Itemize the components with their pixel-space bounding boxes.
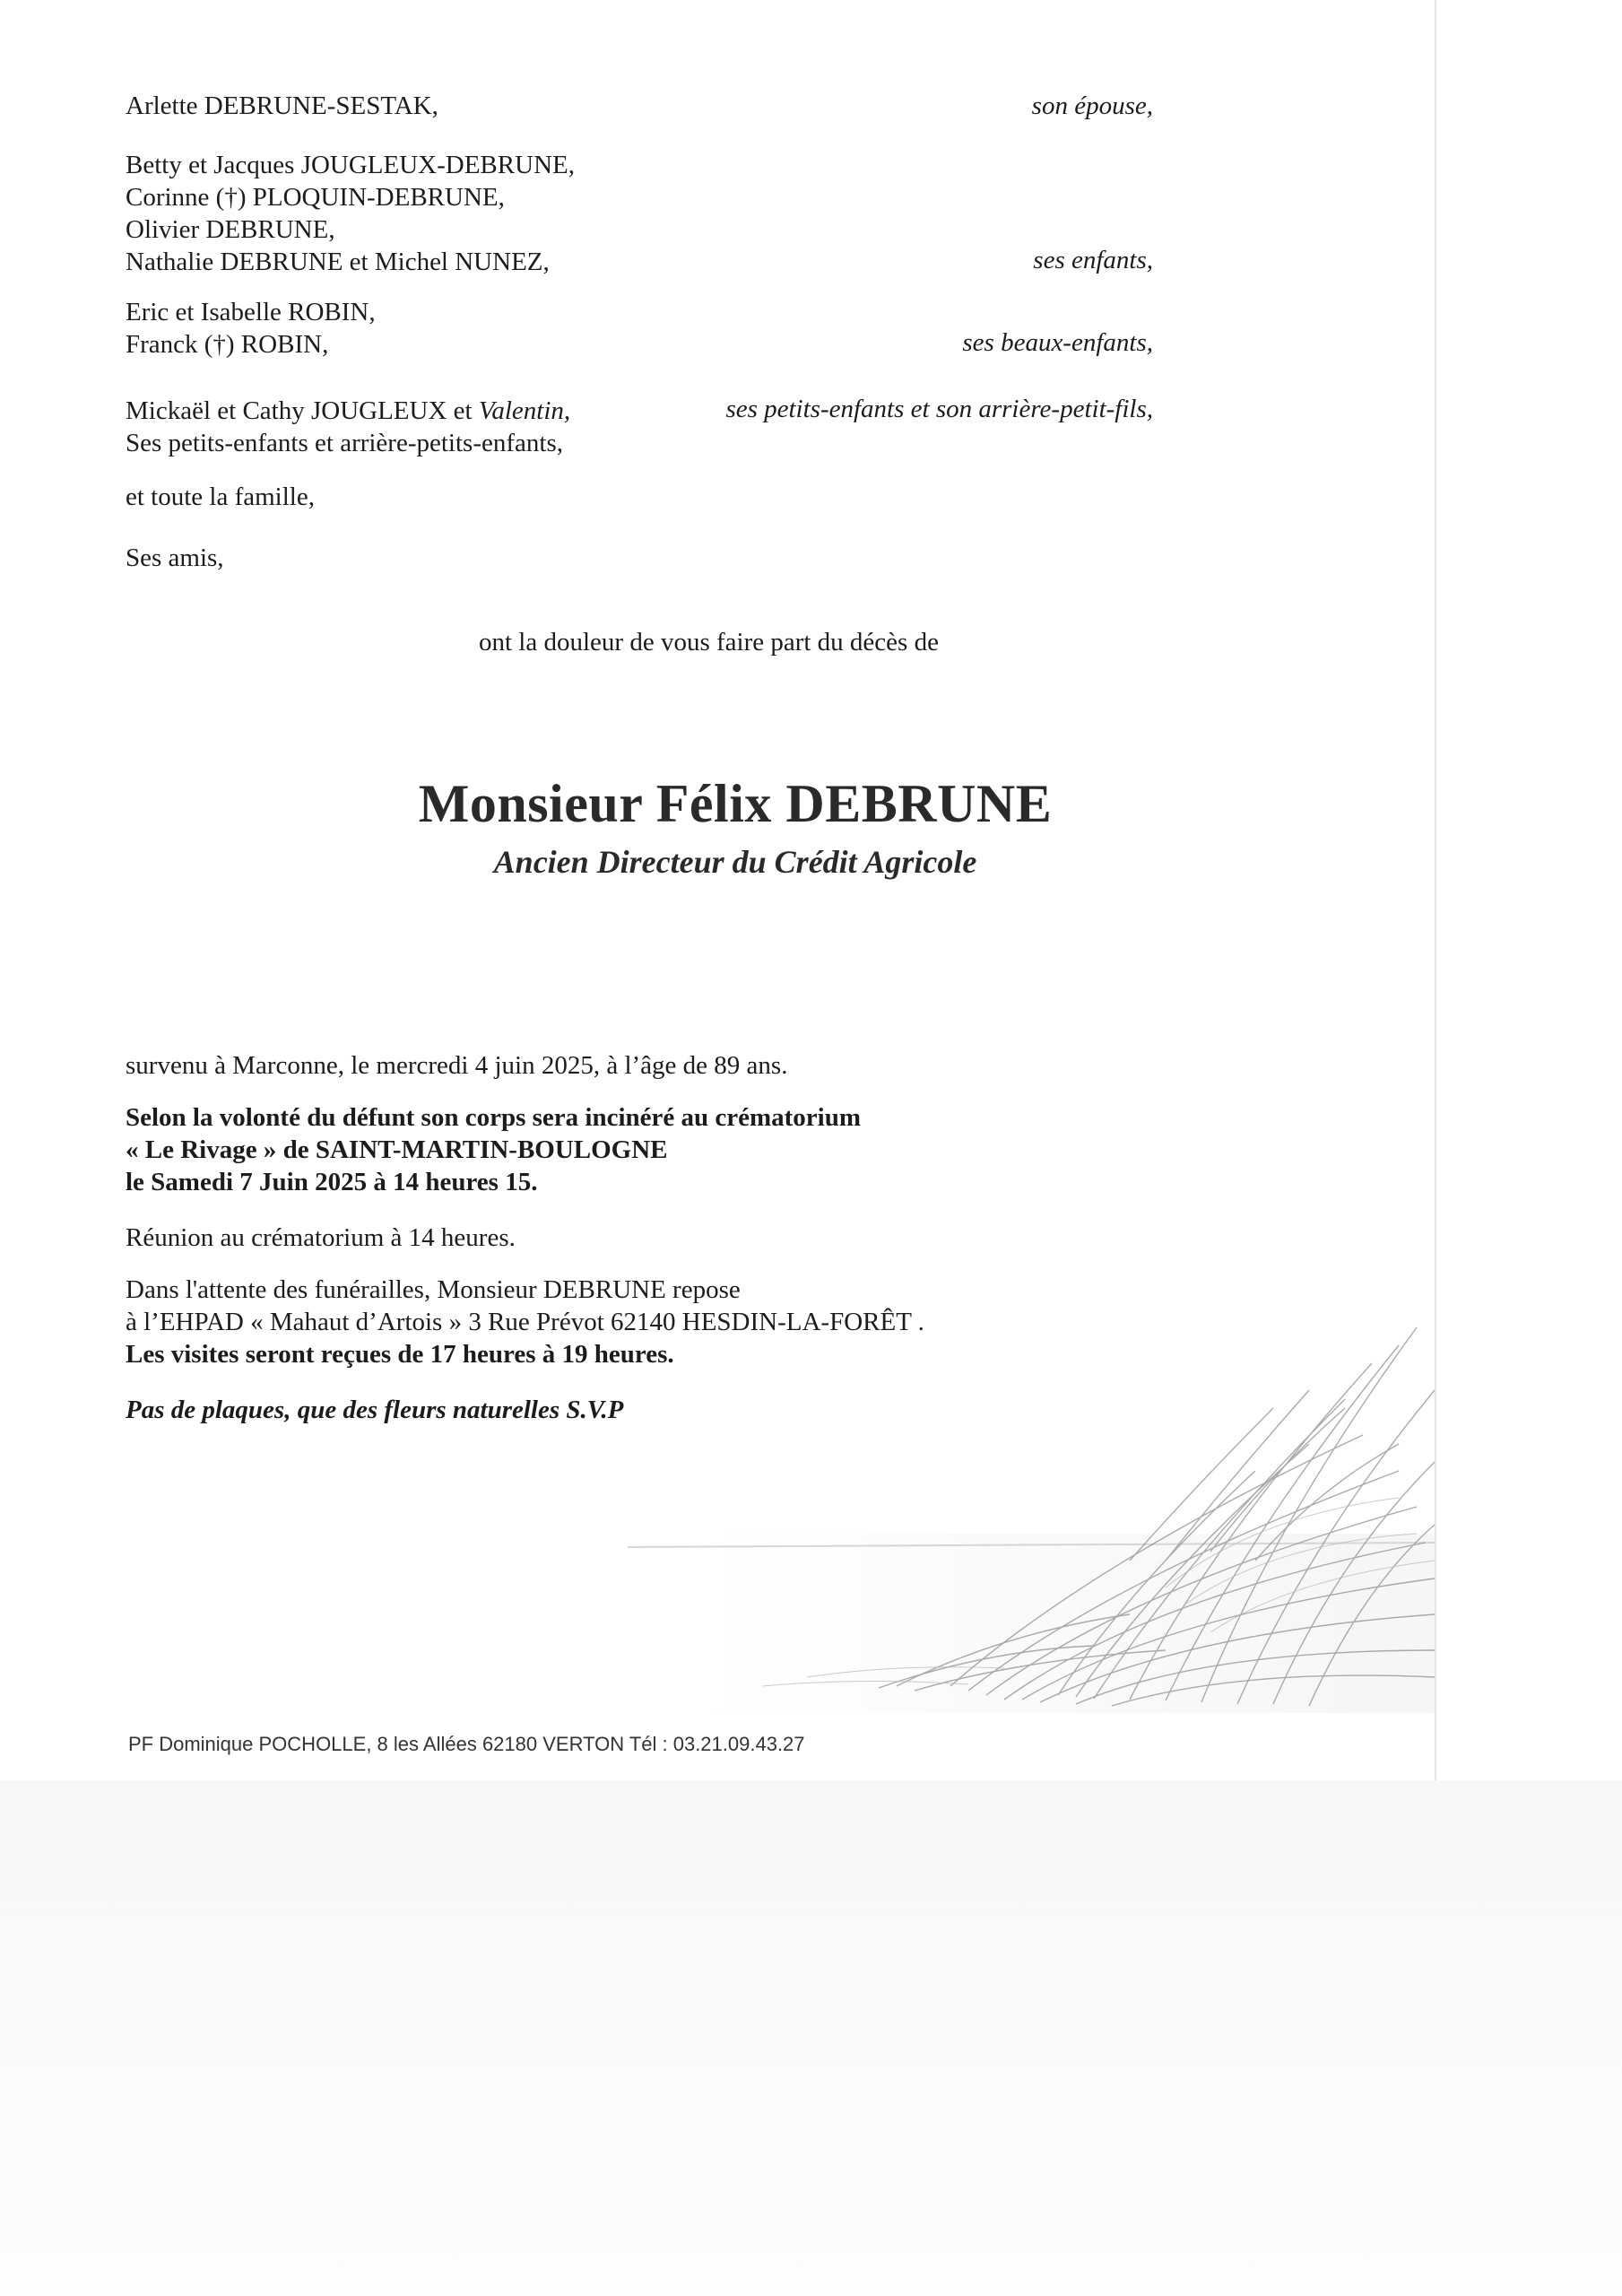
grandchildren-line-2: Ses petits-enfants et arrière-petits-enfants, bbox=[126, 429, 563, 457]
family-all: et toute la famille, bbox=[126, 483, 315, 511]
meeting-details: Réunion au crématorium à 14 heures. bbox=[126, 1223, 516, 1252]
repose-line-2: à l’EHPAD « Mahaut d’Artois » 3 Rue Prévot 62140 HESDIN-LA-FORÊT . bbox=[126, 1308, 924, 1336]
cremation-line-1: Selon la volonté du défunt son corps sera incinéré au crématorium bbox=[126, 1103, 862, 1132]
grandchildren-role: ses petits-enfants et son arrière-petit-fils, bbox=[725, 395, 1153, 423]
visits-details: Les visites seront reçues de 17 heures à 19 heures. bbox=[126, 1340, 674, 1369]
child-line-4: Nathalie DEBRUNE et Michel NUNEZ, bbox=[126, 248, 550, 276]
flowers-note: Pas de plaques, que des fleurs naturelles S.V.P bbox=[126, 1396, 624, 1424]
grandchildren-names: Mickaël et Cathy JOUGLEUX et bbox=[126, 396, 473, 425]
cremation-line-2: « Le Rivage » de SAINT-MARTIN-BOULOGNE bbox=[126, 1135, 668, 1164]
spouse-role: son épouse, bbox=[1031, 91, 1153, 120]
child-line-2: Corinne (†) PLOQUIN-DEBRUNE, bbox=[126, 183, 505, 212]
announcement-intro: ont la douleur de vous faire part du décès de bbox=[479, 628, 939, 657]
scan-edge bbox=[1435, 0, 1436, 1780]
great-grandchild-name: Valentin, bbox=[478, 396, 571, 425]
funeral-home-footer: PF Dominique POCHOLLE, 8 les Allées 62180 VERTON Tél : 03.21.09.43.27 bbox=[128, 1733, 805, 1755]
stepchildren-role: ses beaux-enfants, bbox=[962, 328, 1153, 357]
stepchild-line-1: Eric et Isabelle ROBIN, bbox=[126, 298, 376, 326]
repose-line-1: Dans l'attente des funérailles, Monsieur DEBRUNE repose bbox=[126, 1275, 741, 1304]
friends-line: Ses amis, bbox=[126, 544, 224, 572]
cremation-line-3: le Samedi 7 Juin 2025 à 14 heures 15. bbox=[126, 1168, 538, 1196]
child-line-3: Olivier DEBRUNE, bbox=[126, 215, 335, 244]
child-line-1: Betty et Jacques JOUGLEUX-DEBRUNE, bbox=[126, 151, 575, 179]
stepchild-line-2: Franck (†) ROBIN, bbox=[126, 330, 329, 359]
deceased-title: Ancien Directeur du Crédit Agricole bbox=[493, 844, 977, 880]
deceased-name: Monsieur Félix DEBRUNE bbox=[418, 774, 1053, 833]
scan-margin bbox=[0, 1780, 1622, 2296]
death-details: survenu à Marconne, le mercredi 4 juin 2025, à l’âge de 89 ans. bbox=[126, 1051, 788, 1080]
grandchildren-line-1 bbox=[126, 395, 570, 427]
children-role: ses enfants, bbox=[1033, 246, 1153, 274]
spouse-name: Arlette DEBRUNE-SESTAK, bbox=[126, 91, 438, 120]
dune-grass-illustration bbox=[628, 1292, 1435, 1713]
